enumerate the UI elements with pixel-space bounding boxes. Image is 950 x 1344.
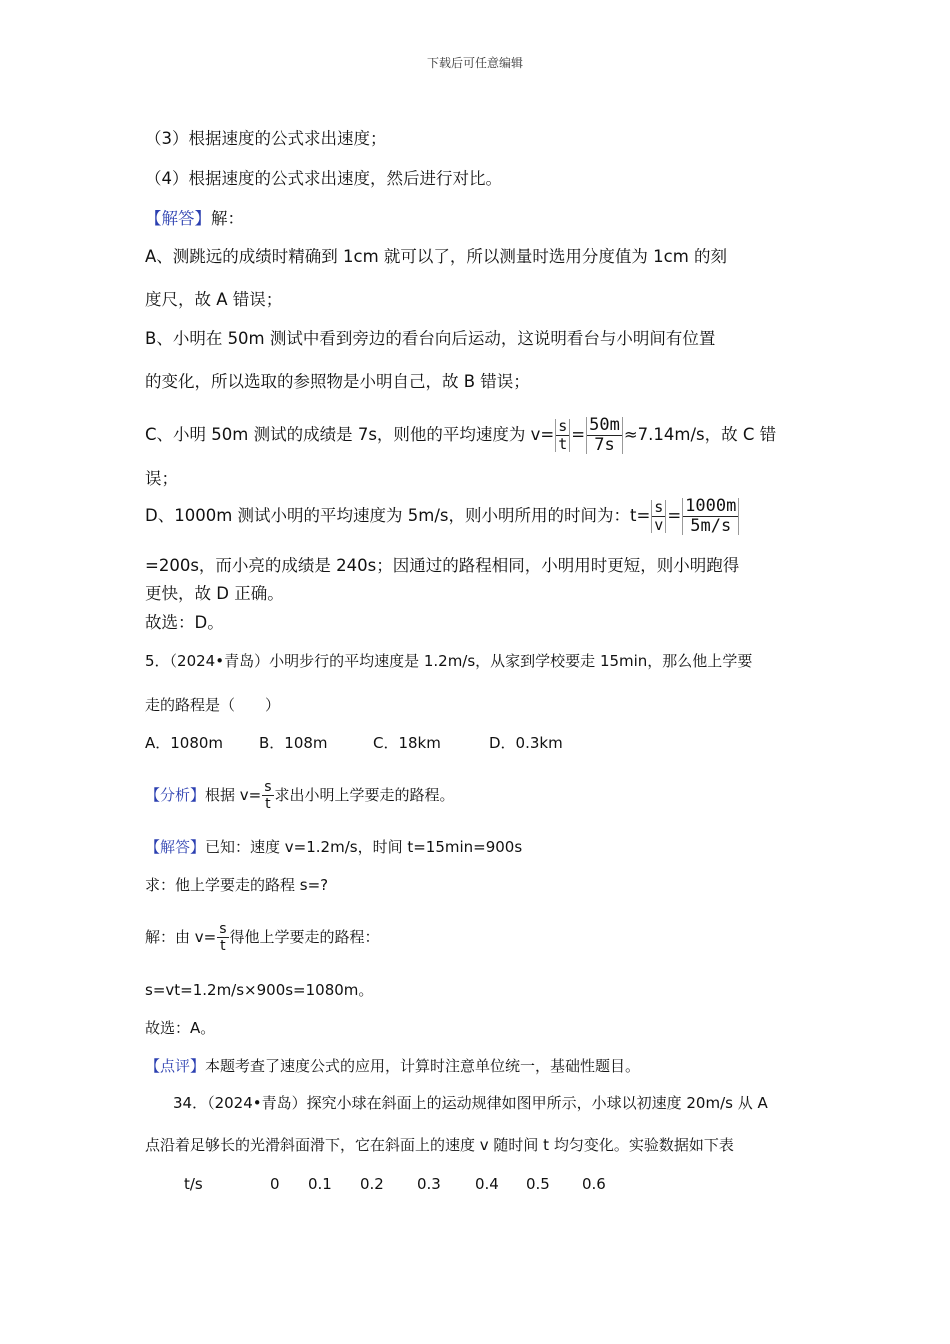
option-a-explanation: A、测跳远的成绩时精确到 1cm 就可以了，所以测量时选用分度值为 1cm 的刻 — [145, 247, 728, 266]
solution-calculation: s=vt=1.2m/s×900s=1080m。 — [145, 981, 374, 999]
solution-tag: 【解答】 — [145, 838, 206, 856]
time-formula-fraction: $\frac{s}{v}$ — [651, 500, 666, 533]
table-header-time: t/s — [184, 1175, 203, 1193]
speed-formula-fraction: $\frac{s}{t}$ — [555, 419, 570, 452]
option-d-conclusion: 更快，故 D 正确。 — [145, 584, 284, 603]
option-b-explanation: B、小明在 50m 测试中看到旁边的看台向后运动，这说明看台与小明间有位置 — [145, 329, 716, 348]
speed-formula-fraction: $\frac{s}{t}$ — [264, 779, 272, 812]
question-5-stem-cont: 走的路程是（ ） — [145, 696, 281, 714]
speed-value-fraction: $\frac{50m}{7s}$ — [586, 417, 623, 454]
solution-find: 求：他上学要走的路程 s=? — [145, 876, 329, 894]
table-cell: 0 — [270, 1175, 280, 1193]
question-5-stem: 5．（2024•青岛）小明步行的平均速度是 1.2m/s，从家到学校要走 15min，那么他上学要 — [145, 652, 753, 670]
time-value-fraction: $\frac{1000m}{5m/s}$ — [682, 498, 739, 535]
analysis-tag: 【分析】 — [145, 786, 206, 804]
option-c-explanation-cont: 误； — [145, 469, 178, 488]
option-a: A．1080m — [145, 734, 224, 752]
analysis-step-3: （3）根据速度的公式求出速度； — [145, 129, 387, 148]
option-c-text: C、小明 50m 测试的成绩是 7s，则他的平均速度为 v= — [145, 425, 555, 444]
answer-heading — [145, 208, 244, 230]
option-c: C．18km — [373, 734, 441, 752]
speed-formula-fraction: $\frac{s}{t}$ — [219, 921, 227, 954]
comment-line: 【点评】本题考查了速度公式的应用，计算时注意单位统一，基础性题目。 — [145, 1057, 641, 1075]
question-5-options — [145, 732, 563, 754]
table-cell: 0.1 — [308, 1175, 332, 1193]
option-d-explanation-cont: =200s，而小亮的成绩是 240s；因通过的路程相同，小明用时更短，则小明跑得 — [145, 556, 740, 575]
option-b-explanation-cont: 的变化，所以选取的参照物是小明自己，故 B 错误； — [145, 372, 530, 391]
question-34-stem-cont: 点沿着足够长的光滑斜面滑下，它在斜面上的速度 v 随时间 t 均匀变化。实验数据如下表 — [145, 1136, 734, 1154]
answer-intro: 解： — [211, 209, 244, 228]
option-a-explanation-cont: 度尺，故 A 错误； — [145, 290, 283, 309]
solution-known: 【解答】已知：速度 v=1.2m/s，时间 t=15min=900s — [145, 838, 523, 856]
answer-tag: 【解答】 — [145, 209, 211, 228]
table-cell: 0.2 — [360, 1175, 384, 1193]
option-b: B．108m — [259, 734, 328, 752]
option-d-text: D、1000m 测试小明的平均速度为 5m/s，则小明所用的时间为：t= — [145, 506, 651, 525]
solution-formula: 解：由 v= $\frac{s}{t}$ 得他上学要走的路程： — [145, 921, 380, 954]
page-header: 下载后可任意编辑 — [426, 56, 523, 70]
analysis-step-4: （4）根据速度的公式求出速度，然后进行对比。 — [145, 169, 502, 188]
option-d-explanation: D、1000m 测试小明的平均速度为 5m/s，则小明所用的时间为：t= $\frac{s}{v}$ = $\frac{1000m}{5m/s}$ — [145, 494, 740, 538]
solution-answer: 故选：A。 — [145, 1019, 216, 1037]
question-34-stem: 34．（2024•青岛）探究小球在斜面上的运动规律如图甲所示，小球以初速度 20m/s 从 A — [173, 1094, 768, 1112]
answer-choice: 故选：D。 — [145, 613, 224, 632]
option-d: D．0.3km — [489, 734, 563, 752]
table-cell: 0.3 — [417, 1175, 441, 1193]
table-cell: 0.6 — [582, 1175, 606, 1193]
table-cell: 0.5 — [526, 1175, 550, 1193]
comment-tag: 【点评】 — [145, 1057, 206, 1075]
analysis-line: 【分析】根据 v= $\frac{s}{t}$ 求出小明上学要走的路程。 — [145, 779, 455, 812]
table-cell: 0.4 — [475, 1175, 499, 1193]
option-c-explanation: C、小明 50m 测试的成绩是 7s，则他的平均速度为 v= $\frac{s}{t}$ = $\frac{50m}{7s}$ ≈7.14m/s，故 C 错 — [145, 415, 777, 455]
